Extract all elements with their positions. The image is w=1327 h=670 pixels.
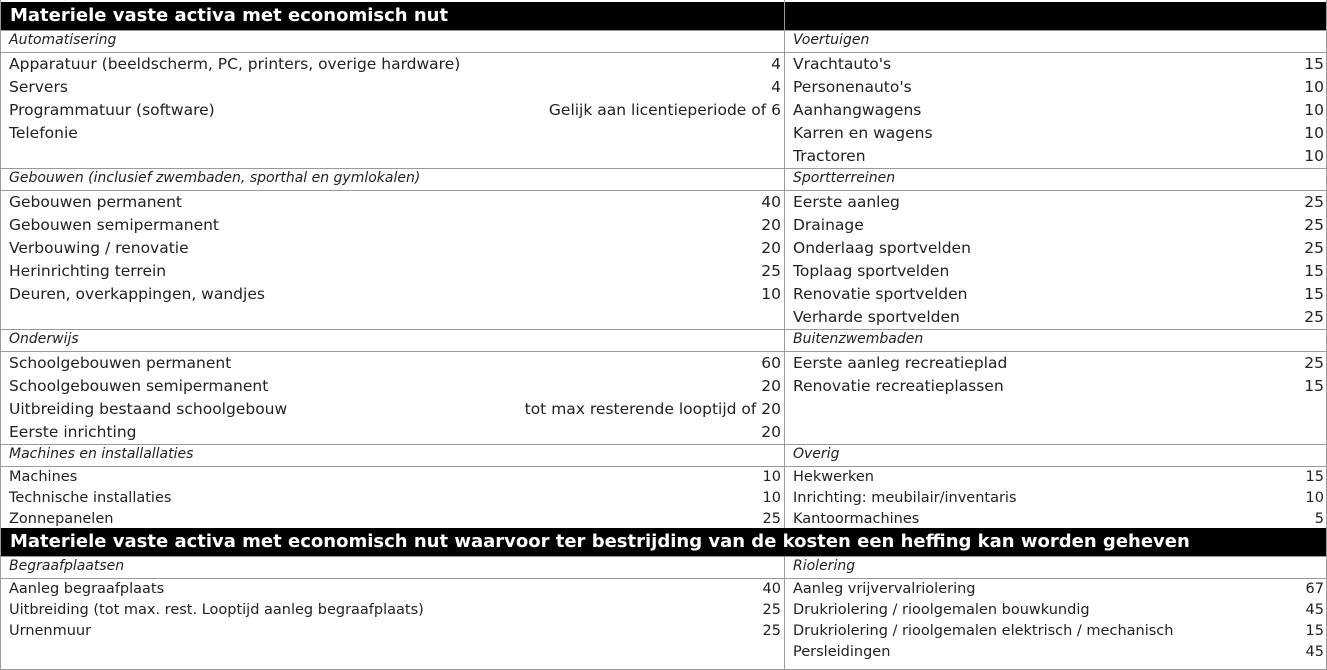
row-label: Renovatie sportvelden xyxy=(793,285,968,303)
row-value: 10 xyxy=(1305,490,1324,506)
section-title-economisch-nut: Materiele vaste activa met economisch nut xyxy=(0,2,1327,30)
row-value: 25 xyxy=(1304,308,1324,326)
row-label: Inrichting: meubilair/inventaris xyxy=(793,490,1017,506)
row-label: Toplaag sportvelden xyxy=(793,262,950,280)
row-value: 4 xyxy=(771,55,781,73)
group-heading-voertuigen: Voertuigen xyxy=(793,32,870,48)
row-label: Herinrichting terrein xyxy=(9,262,167,280)
table-row xyxy=(784,214,1327,237)
row-label: Tractoren xyxy=(793,147,866,165)
row-label: Uitbreiding (tot max. rest. Looptijd aanleg begraafplaats) xyxy=(9,602,424,618)
row-label: Onderlaag sportvelden xyxy=(793,239,971,257)
table-row xyxy=(784,191,1327,214)
table-row xyxy=(784,352,1327,375)
row-label: Gebouwen permanent xyxy=(9,193,182,211)
table-row xyxy=(0,579,784,600)
row-value: 25 xyxy=(1304,193,1324,211)
table-row xyxy=(784,145,1327,168)
table-row xyxy=(784,237,1327,260)
row-value: 60 xyxy=(761,354,781,372)
table-row xyxy=(784,621,1327,642)
group-heading-machines: Machines en installallaties xyxy=(9,446,194,462)
row-label: Aanleg vrijvervalriolering xyxy=(793,581,976,597)
row-value: 10 xyxy=(761,285,781,303)
row-label: Drainage xyxy=(793,216,864,234)
table-row xyxy=(0,260,784,283)
row-label: Eerste inrichting xyxy=(9,423,137,441)
row-value: 15 xyxy=(1304,285,1324,303)
row-value: 15 xyxy=(1304,262,1324,280)
table-row xyxy=(0,621,784,642)
table-row xyxy=(0,375,784,398)
table-row xyxy=(0,76,784,99)
table-row xyxy=(0,122,784,145)
row-label: Servers xyxy=(9,78,68,96)
row-label: Drukriolering / rioolgemalen bouwkundig xyxy=(793,602,1090,618)
grid-line xyxy=(784,30,1327,31)
table-row xyxy=(784,579,1327,600)
row-label: Eerste aanleg recreatieplad xyxy=(793,354,1008,372)
table-row xyxy=(784,600,1327,621)
row-value: 15 xyxy=(1305,469,1324,485)
table-row xyxy=(784,642,1327,663)
row-value: 10 xyxy=(762,469,781,485)
table-row xyxy=(0,352,784,375)
row-value: 20 xyxy=(761,377,781,395)
table-row xyxy=(784,260,1327,283)
group-heading-begraafplaatsen: Begraafplaatsen xyxy=(9,558,125,574)
table-row xyxy=(0,237,784,260)
table-row xyxy=(784,467,1327,488)
group-heading-buitenzwembaden: Buitenzwembaden xyxy=(793,331,924,347)
row-value: 15 xyxy=(1304,55,1324,73)
grid-line xyxy=(0,444,784,445)
group-heading-automatisering: Automatisering xyxy=(9,32,117,48)
row-value: 15 xyxy=(1304,377,1324,395)
row-label: Verbouwing / renovatie xyxy=(9,239,189,257)
row-label: Aanleg begraafplaats xyxy=(9,581,165,597)
row-value: 10 xyxy=(1304,124,1324,142)
table-row xyxy=(0,191,784,214)
table-row xyxy=(0,421,784,444)
grid-line xyxy=(0,30,784,31)
grid-line xyxy=(784,444,1327,445)
row-value: 4 xyxy=(771,78,781,96)
row-label: Uitbreiding bestaand schoolgebouw xyxy=(9,400,288,418)
row-label: Vrachtauto's xyxy=(793,55,892,73)
row-value: 20 xyxy=(761,239,781,257)
table-row xyxy=(784,53,1327,76)
row-label: Renovatie recreatieplassen xyxy=(793,377,1004,395)
table-row xyxy=(784,488,1327,509)
group-heading-onderwijs: Onderwijs xyxy=(9,331,79,347)
table-row xyxy=(784,283,1327,306)
row-value: tot max resterende looptijd of 20 xyxy=(524,400,781,418)
row-label: Persleidingen xyxy=(793,644,891,660)
group-heading-gebouwen: Gebouwen (inclusief zwembaden, sporthal en gymlokalen) xyxy=(9,170,421,186)
row-label: Machines xyxy=(9,469,78,485)
row-value: 25 xyxy=(762,511,781,527)
grid-line xyxy=(784,556,1327,557)
row-value: 10 xyxy=(762,490,781,506)
table-row xyxy=(784,306,1327,329)
row-label: Urnenmuur xyxy=(9,623,92,639)
section-title-heffing: Materiele vaste activa met economisch nut waarvoor ter bestrijding van de kosten een heffing kan worden geheven xyxy=(0,528,1327,556)
row-label: Hekwerken xyxy=(793,469,874,485)
table-row xyxy=(0,600,784,621)
table-row xyxy=(784,509,1327,530)
row-value: 15 xyxy=(1305,623,1324,639)
grid-line xyxy=(0,168,784,169)
table-row xyxy=(784,375,1327,398)
row-value: 25 xyxy=(762,602,781,618)
row-label: Aanhangwagens xyxy=(793,101,922,119)
row-value: 10 xyxy=(1304,101,1324,119)
row-value: 25 xyxy=(1304,216,1324,234)
row-label: Personenauto's xyxy=(793,78,912,96)
grid-line xyxy=(784,168,1327,169)
row-label: Deuren, overkappingen, wandjes xyxy=(9,285,265,303)
table-row xyxy=(0,53,784,76)
row-label: Drukriolering / rioolgemalen elektrisch / mechanisch xyxy=(793,623,1174,639)
table-row xyxy=(0,214,784,237)
row-label: Verharde sportvelden xyxy=(793,308,960,326)
table-row xyxy=(784,76,1327,99)
table-row xyxy=(784,122,1327,145)
row-value: 25 xyxy=(1304,239,1324,257)
row-label: Schoolgebouwen permanent xyxy=(9,354,232,372)
row-value: 40 xyxy=(761,193,781,211)
table-row xyxy=(0,283,784,306)
row-value: 45 xyxy=(1305,602,1324,618)
group-heading-riolering: Riolering xyxy=(793,558,856,574)
column-divider xyxy=(784,556,785,670)
table-row xyxy=(0,467,784,488)
row-value: 20 xyxy=(761,216,781,234)
row-value: 25 xyxy=(762,623,781,639)
row-value: 25 xyxy=(761,262,781,280)
table-row xyxy=(0,488,784,509)
row-value: 5 xyxy=(1314,511,1324,527)
row-label: Gebouwen semipermanent xyxy=(9,216,220,234)
row-label: Apparatuur (beeldscherm, PC, printers, overige hardware) xyxy=(9,55,461,73)
row-label: Telefonie xyxy=(9,124,78,142)
row-label: Technische installaties xyxy=(9,490,172,506)
row-value: 25 xyxy=(1304,354,1324,372)
table-row xyxy=(784,99,1327,122)
row-value: 45 xyxy=(1305,644,1324,660)
column-divider xyxy=(784,0,785,528)
row-value: Gelijk aan licentieperiode of 6 xyxy=(548,101,781,119)
grid-line xyxy=(784,329,1327,330)
row-value: 67 xyxy=(1305,581,1324,597)
row-label: Programmatuur (software) xyxy=(9,101,215,119)
table-row xyxy=(0,398,784,421)
group-heading-overig: Overig xyxy=(793,446,840,462)
group-heading-sportterreinen: Sportterreinen xyxy=(793,170,896,186)
row-label: Eerste aanleg xyxy=(793,193,900,211)
row-value: 40 xyxy=(762,581,781,597)
grid-line xyxy=(0,329,784,330)
row-label: Kantoormachines xyxy=(793,511,920,527)
table-row xyxy=(0,509,784,530)
table-row xyxy=(0,99,784,122)
row-value: 20 xyxy=(761,423,781,441)
row-label: Zonnepanelen xyxy=(9,511,114,527)
grid-line xyxy=(0,556,784,557)
row-value: 10 xyxy=(1304,78,1324,96)
row-value: 10 xyxy=(1304,147,1324,165)
row-label: Schoolgebouwen semipermanent xyxy=(9,377,269,395)
row-label: Karren en wagens xyxy=(793,124,933,142)
